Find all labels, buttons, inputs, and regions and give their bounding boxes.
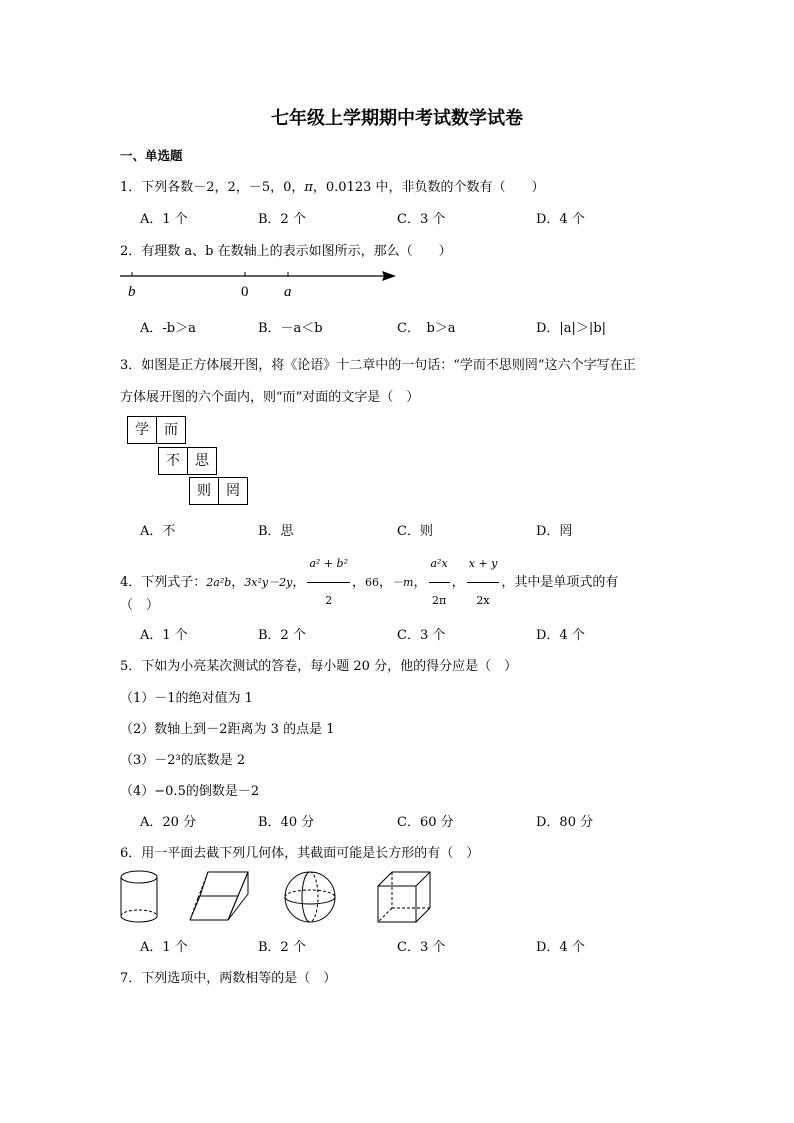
q2-option-a[interactable]: A．-b＞a: [140, 321, 196, 336]
cube-icon: [378, 872, 430, 922]
cylinder-icon: [121, 871, 157, 922]
q4-fraction-3: [467, 546, 500, 619]
fraction-denominator: 2π: [431, 594, 447, 607]
solids-figure: [116, 866, 446, 928]
sphere-icon: [285, 872, 335, 922]
q2-option-b[interactable]: B．－a＜b: [258, 321, 323, 336]
q6-option-c[interactable]: C．3 个: [397, 940, 446, 955]
q1-stem-part-a: 1．下列各数－2，2，－5，0，: [120, 180, 305, 195]
q1-stem-part-b: ，0.0123 中，非负数的个数有（ ）: [312, 180, 545, 195]
question-5-stem: 5．下如为小亮某次测试的答卷，每小题 20 分，他的得分应是（ ）: [120, 659, 518, 674]
q5-option-d[interactable]: D．80 分: [536, 815, 594, 830]
label-zero: 0: [241, 284, 249, 300]
q4-option-a[interactable]: A．1 个: [140, 628, 188, 643]
q4-option-c[interactable]: C．3 个: [397, 628, 446, 643]
net-cell-4: 思: [187, 447, 217, 475]
q1-option-b[interactable]: B．2 个: [258, 212, 306, 227]
q5-item-2: （2）数轴上到－2距离为 3 的点是 1: [120, 722, 335, 737]
fraction-numerator: a²x: [429, 546, 450, 583]
q4-expr-3: 66: [365, 576, 380, 589]
number-line-figure: [118, 266, 403, 300]
q4-option-d[interactable]: D．4 个: [536, 628, 585, 643]
q6-option-a[interactable]: A．1 个: [140, 940, 188, 955]
q1-option-a[interactable]: A．1 个: [140, 212, 188, 227]
section-heading: 一、单选题: [120, 148, 183, 163]
q4-answer-paren: （ ）: [120, 598, 160, 613]
net-cell-6: 罔: [218, 477, 248, 505]
q1-option-d[interactable]: D．4 个: [536, 212, 585, 227]
question-2-stem: 2．有理数 a、b 在数轴上的表示如图所示，那么（ ）: [120, 244, 452, 259]
net-cell-2: 而: [156, 416, 186, 444]
q4-fraction-2: [429, 546, 450, 619]
question-7-stem: 7．下列选项中，两数相等的是（ ）: [120, 971, 337, 986]
q5-item-1: （1）－1的绝对值为 1: [120, 691, 253, 706]
q5-option-a[interactable]: A．20 分: [140, 815, 197, 830]
q4-expr-2: 3x²y－2y: [244, 576, 293, 589]
q5-item-4: （4）−0.5的倒数是－2: [120, 784, 260, 799]
q4-option-b[interactable]: B．2 个: [258, 628, 306, 643]
q6-option-b[interactable]: B．2 个: [258, 940, 306, 955]
q3-option-b[interactable]: B．思: [258, 524, 294, 539]
q4-stem-prefix: 4．下列式子：: [120, 575, 207, 590]
q5-option-b[interactable]: B．40 分: [258, 815, 315, 830]
net-cell-1: 学: [127, 416, 157, 444]
q4-fraction-1: [307, 546, 350, 619]
q3-option-d[interactable]: D．罔: [536, 524, 573, 539]
q2-option-c[interactable]: C． b＞a: [397, 321, 456, 336]
q5-item-3: （3）－2³的底数是 2: [120, 753, 246, 768]
q2-option-d[interactable]: D．|a|＞|b|: [536, 321, 607, 336]
question-3-stem-line2: 方体展开图的六个面内，则“而”对面的文字是（ ）: [120, 390, 420, 405]
net-cell-5: 则: [189, 477, 219, 505]
q3-option-c[interactable]: C．则: [397, 524, 433, 539]
q4-expr-4: －m: [392, 576, 414, 589]
fraction-numerator: x + y: [467, 546, 500, 583]
fraction-denominator: 2: [325, 594, 333, 607]
q6-option-d[interactable]: D．4 个: [536, 940, 585, 955]
page-title: 七年级上学期期中考试数学试卷: [271, 108, 523, 129]
q4-stem-suffix: ，其中是单项式的有: [501, 575, 619, 590]
q1-option-c[interactable]: C．3 个: [397, 212, 446, 227]
net-cell-3: 不: [158, 447, 188, 475]
question-3-stem-line1: 3．如图是正方体展开图，将《论语》十二章中的一句话：“学而不思则罔”这六个字写在正: [120, 358, 636, 373]
cube-net-figure: [127, 416, 257, 506]
fraction-numerator: a² + b²: [307, 546, 350, 583]
question-1-stem: [120, 176, 545, 195]
question-4-stem: 4．下列式子：2a²b，3x²y－2y， $\frac{\text{a² + b²}}{2}$ ，66，－m， $\frac{\text{a²x}}{2\pi}$ ， $\frac{x + y}{2x}$ ，其中是单项式的有: [120, 546, 618, 619]
question-6-stem: 6．用一平面去截下列几何体，其截面可能是长方形的有（ ）: [120, 846, 480, 861]
prism-icon: [190, 872, 248, 920]
arrow-icon: [382, 271, 396, 281]
q5-option-c[interactable]: C．60 分: [397, 815, 454, 830]
q4-expr-1: 2a²b: [206, 576, 232, 589]
fraction-denominator: 2x: [476, 594, 490, 607]
label-b: b: [128, 284, 136, 300]
q3-option-a[interactable]: A．不: [140, 524, 176, 539]
label-a: a: [284, 284, 292, 300]
pi-symbol: π: [304, 180, 313, 195]
